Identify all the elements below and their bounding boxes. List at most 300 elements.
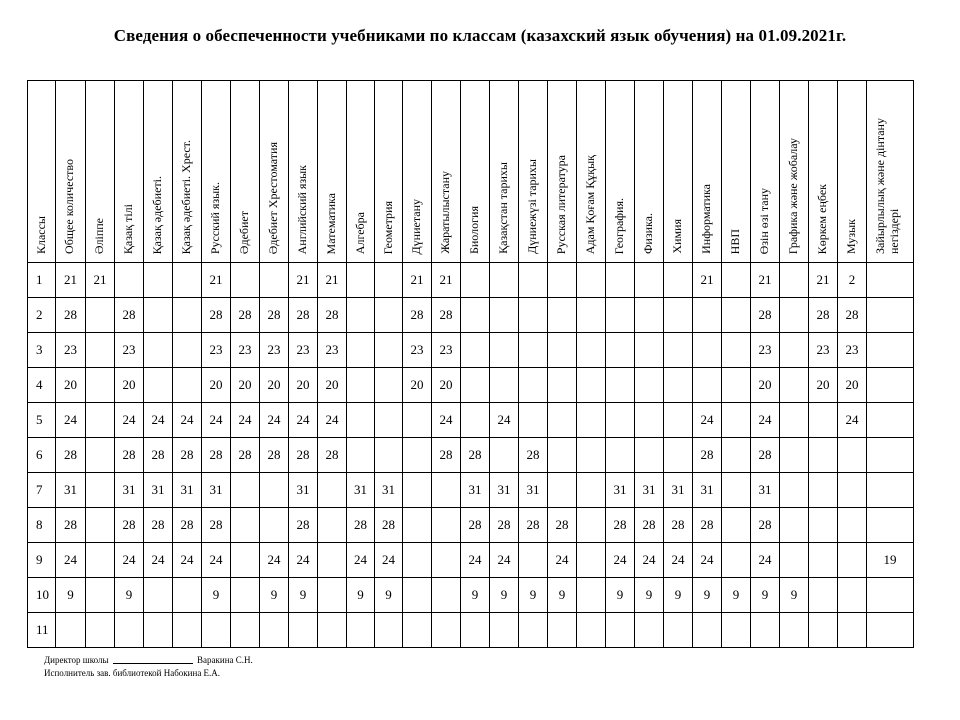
- table-cell: [664, 438, 693, 473]
- table-cell: [347, 333, 375, 368]
- table-cell: [693, 368, 722, 403]
- table-cell: [375, 438, 403, 473]
- table-cell: 24: [461, 543, 490, 578]
- column-header: [375, 81, 403, 263]
- table-cell: [548, 613, 577, 648]
- table-cell: [635, 298, 664, 333]
- table-cell: [173, 578, 202, 613]
- table-cell: [403, 438, 432, 473]
- class-number-cell: 8: [28, 508, 56, 543]
- table-cell: [809, 473, 838, 508]
- table-cell: [318, 543, 347, 578]
- column-header: [780, 81, 809, 263]
- table-cell: 23: [432, 333, 461, 368]
- table-cell: 9: [606, 578, 635, 613]
- table-cell: 28: [751, 508, 780, 543]
- director-line: [44, 654, 253, 667]
- table-cell: [403, 613, 432, 648]
- column-header-label: Классы: [34, 215, 48, 254]
- table-cell: 20: [115, 368, 144, 403]
- table-cell: 24: [838, 403, 867, 438]
- table-cell: [144, 263, 173, 298]
- table-cell: [548, 298, 577, 333]
- table-cell: 28: [115, 298, 144, 333]
- table-cell: [722, 333, 751, 368]
- table-cell: 9: [202, 578, 231, 613]
- table-cell: 28: [318, 438, 347, 473]
- table-cell: [577, 438, 606, 473]
- table-cell: [86, 298, 115, 333]
- table-cell: [780, 368, 809, 403]
- table-cell: [86, 438, 115, 473]
- column-header: [173, 81, 202, 263]
- table-cell: 23: [838, 333, 867, 368]
- table-row: [28, 368, 914, 403]
- table-cell: 20: [809, 368, 838, 403]
- table-cell: 28: [548, 508, 577, 543]
- table-cell: [867, 508, 914, 543]
- table-cell: 28: [461, 438, 490, 473]
- column-header: [867, 81, 914, 263]
- table-cell: 31: [490, 473, 519, 508]
- table-cell: 28: [751, 438, 780, 473]
- table-cell: [809, 403, 838, 438]
- table-cell: [838, 543, 867, 578]
- table-cell: [173, 263, 202, 298]
- table-cell: [260, 473, 289, 508]
- table-cell: [432, 543, 461, 578]
- column-header-label: Русская литература: [554, 154, 568, 254]
- table-cell: [548, 403, 577, 438]
- column-header: [809, 81, 838, 263]
- table-cell: [606, 438, 635, 473]
- table-cell: [432, 578, 461, 613]
- table-cell: 24: [347, 543, 375, 578]
- table-cell: [318, 508, 347, 543]
- table-cell: [519, 333, 548, 368]
- table-cell: [780, 298, 809, 333]
- table-cell: [115, 263, 144, 298]
- column-header: [577, 81, 606, 263]
- table-cell: [461, 263, 490, 298]
- director-label: Директор школы: [44, 655, 109, 665]
- signature-block: [44, 654, 253, 680]
- table-cell: [722, 438, 751, 473]
- table-cell: 24: [144, 403, 173, 438]
- table-cell: 19: [867, 543, 914, 578]
- table-cell: 28: [260, 298, 289, 333]
- column-header-label: Қазақ тілі: [121, 203, 135, 254]
- table-cell: [231, 508, 260, 543]
- column-header: [56, 81, 86, 263]
- table-row: [28, 263, 914, 298]
- column-header-label: Қазақ әдебиеті. Хрест.: [179, 139, 193, 254]
- table-cell: 24: [115, 403, 144, 438]
- table-cell: [577, 368, 606, 403]
- table-cell: [144, 368, 173, 403]
- table-cell: [260, 508, 289, 543]
- column-header: [432, 81, 461, 263]
- table-cell: [635, 333, 664, 368]
- table-cell: 31: [289, 473, 318, 508]
- table-cell: [86, 368, 115, 403]
- column-header-label: Алгебра: [353, 211, 367, 254]
- table-cell: [606, 263, 635, 298]
- table-cell: [403, 508, 432, 543]
- column-header: [86, 81, 115, 263]
- class-number-cell: 4: [28, 368, 56, 403]
- table-cell: [693, 298, 722, 333]
- table-cell: [577, 543, 606, 578]
- column-header: [751, 81, 780, 263]
- table-cell: 28: [173, 438, 202, 473]
- table-cell: [780, 473, 809, 508]
- table-cell: [231, 613, 260, 648]
- column-header-label: Жаратылыстану: [438, 171, 452, 254]
- table-cell: [403, 578, 432, 613]
- table-cell: [751, 613, 780, 648]
- table-cell: 21: [318, 263, 347, 298]
- table-cell: 24: [173, 403, 202, 438]
- table-cell: [519, 298, 548, 333]
- table-cell: 23: [318, 333, 347, 368]
- table-cell: [809, 578, 838, 613]
- column-header-label: Дүниежүзі тарихы: [525, 159, 539, 254]
- table-cell: [867, 578, 914, 613]
- table-cell: 24: [432, 403, 461, 438]
- table-cell: [548, 333, 577, 368]
- table-cell: [722, 368, 751, 403]
- table-cell: 23: [289, 333, 318, 368]
- table-cell: [867, 438, 914, 473]
- table-cell: [722, 263, 751, 298]
- table-row: [28, 298, 914, 333]
- table-cell: [86, 508, 115, 543]
- table-cell: [635, 438, 664, 473]
- column-header-label: Английский язык: [295, 164, 309, 254]
- table-cell: [693, 613, 722, 648]
- column-header-label: Геометрия: [381, 200, 395, 254]
- table-cell: 31: [375, 473, 403, 508]
- table-cell: [838, 613, 867, 648]
- table-cell: [780, 263, 809, 298]
- column-header: [28, 81, 56, 263]
- table-cell: 28: [173, 508, 202, 543]
- table-cell: 9: [780, 578, 809, 613]
- table-row: [28, 508, 914, 543]
- table-cell: 28: [144, 438, 173, 473]
- table-cell: 31: [115, 473, 144, 508]
- table-cell: [606, 403, 635, 438]
- table-cell: 24: [751, 543, 780, 578]
- table-cell: [809, 613, 838, 648]
- column-header: [260, 81, 289, 263]
- table-row: [28, 333, 914, 368]
- table-cell: 24: [751, 403, 780, 438]
- table-cell: [606, 613, 635, 648]
- table-cell: 23: [115, 333, 144, 368]
- column-header: [318, 81, 347, 263]
- table-cell: [318, 578, 347, 613]
- table-cell: 31: [519, 473, 548, 508]
- table-cell: [375, 368, 403, 403]
- table-cell: [403, 543, 432, 578]
- column-header-label: География.: [612, 197, 626, 254]
- table-cell: 28: [202, 298, 231, 333]
- table-cell: 21: [432, 263, 461, 298]
- table-cell: 24: [231, 403, 260, 438]
- table-cell: 28: [809, 298, 838, 333]
- table-cell: [403, 473, 432, 508]
- table-cell: [519, 543, 548, 578]
- table-cell: [144, 333, 173, 368]
- table-cell: 31: [56, 473, 86, 508]
- table-cell: 23: [403, 333, 432, 368]
- table-cell: 31: [606, 473, 635, 508]
- column-header: [693, 81, 722, 263]
- table-cell: 9: [490, 578, 519, 613]
- table-cell: [86, 613, 115, 648]
- column-header: [635, 81, 664, 263]
- table-cell: [86, 473, 115, 508]
- table-cell: [347, 368, 375, 403]
- column-header-label: Қазақстан тарихы: [496, 162, 510, 254]
- table-cell: 20: [838, 368, 867, 403]
- column-header: [144, 81, 173, 263]
- table-cell: 9: [548, 578, 577, 613]
- table-cell: [577, 403, 606, 438]
- table-cell: 28: [403, 298, 432, 333]
- column-header-label: Физика.: [641, 212, 655, 254]
- signature-line: [113, 663, 193, 664]
- table-cell: 31: [347, 473, 375, 508]
- table-cell: [347, 263, 375, 298]
- table-cell: [86, 333, 115, 368]
- table-cell: 28: [693, 508, 722, 543]
- table-cell: [86, 403, 115, 438]
- table-cell: [490, 263, 519, 298]
- table-cell: 28: [375, 508, 403, 543]
- table-cell: 24: [260, 543, 289, 578]
- table-cell: 28: [115, 438, 144, 473]
- column-header-label: Химия: [670, 219, 684, 254]
- table-cell: [347, 613, 375, 648]
- class-number-cell: 7: [28, 473, 56, 508]
- table-cell: 21: [289, 263, 318, 298]
- column-header: [403, 81, 432, 263]
- table-cell: [548, 438, 577, 473]
- column-header: [202, 81, 231, 263]
- table-cell: 20: [231, 368, 260, 403]
- table-cell: 24: [289, 403, 318, 438]
- table-cell: [289, 613, 318, 648]
- column-header-label: Математика: [324, 192, 338, 254]
- table-cell: 24: [318, 403, 347, 438]
- table-cell: 31: [173, 473, 202, 508]
- table-cell: 28: [318, 298, 347, 333]
- class-number-cell: 5: [28, 403, 56, 438]
- column-header: [461, 81, 490, 263]
- table-row: [28, 473, 914, 508]
- table-cell: [722, 473, 751, 508]
- table-cell: 24: [56, 403, 86, 438]
- column-header: [115, 81, 144, 263]
- column-header-label: Общее количество: [62, 159, 76, 254]
- table-cell: 9: [115, 578, 144, 613]
- table-cell: 24: [490, 543, 519, 578]
- table-cell: 28: [838, 298, 867, 333]
- table-cell: [867, 263, 914, 298]
- table-cell: 20: [751, 368, 780, 403]
- table-cell: 28: [202, 438, 231, 473]
- table-cell: 31: [693, 473, 722, 508]
- table-cell: [461, 298, 490, 333]
- table-cell: [173, 298, 202, 333]
- table-cell: 31: [635, 473, 664, 508]
- table-cell: [838, 438, 867, 473]
- table-cell: 23: [260, 333, 289, 368]
- table-cell: 31: [751, 473, 780, 508]
- table-cell: 28: [519, 508, 548, 543]
- table-cell: 20: [318, 368, 347, 403]
- table-cell: [347, 438, 375, 473]
- table-cell: 23: [809, 333, 838, 368]
- table-cell: 28: [56, 298, 86, 333]
- column-header-label: Әліппе: [92, 217, 106, 254]
- table-cell: [780, 438, 809, 473]
- table-cell: 2: [838, 263, 867, 298]
- table-cell: 23: [751, 333, 780, 368]
- table-cell: 24: [375, 543, 403, 578]
- director-name: Варакина С.Н.: [197, 655, 253, 665]
- table-row: [28, 438, 914, 473]
- table-cell: 31: [664, 473, 693, 508]
- column-header-label: Биология: [467, 205, 481, 254]
- table-row: [28, 403, 914, 438]
- table-cell: [260, 613, 289, 648]
- table-cell: [867, 298, 914, 333]
- class-number-cell: 3: [28, 333, 56, 368]
- table-cell: [519, 263, 548, 298]
- column-header-label: Русский язык.: [208, 181, 222, 254]
- table-cell: 28: [664, 508, 693, 543]
- table-cell: [548, 368, 577, 403]
- textbook-supply-table: [27, 80, 914, 648]
- table-cell: [490, 613, 519, 648]
- column-header-label: Көркем еңбек: [815, 183, 829, 254]
- table-cell: [722, 613, 751, 648]
- table-cell: 24: [144, 543, 173, 578]
- table-cell: [606, 368, 635, 403]
- table-cell: [375, 263, 403, 298]
- table-cell: 20: [56, 368, 86, 403]
- table-cell: 24: [260, 403, 289, 438]
- table-cell: [432, 613, 461, 648]
- table-cell: [144, 298, 173, 333]
- class-number-cell: 11: [28, 613, 56, 648]
- class-number-cell: 1: [28, 263, 56, 298]
- table-cell: 28: [202, 508, 231, 543]
- table-cell: [780, 508, 809, 543]
- column-header-label: Зайырлылық және дінтану негіздері: [873, 118, 901, 254]
- table-cell: [347, 298, 375, 333]
- table-cell: 20: [202, 368, 231, 403]
- table-cell: [173, 333, 202, 368]
- table-cell: [635, 263, 664, 298]
- column-header-label: Информатика: [699, 184, 713, 254]
- table-cell: 28: [693, 438, 722, 473]
- table-cell: 28: [144, 508, 173, 543]
- table-cell: 23: [231, 333, 260, 368]
- table-cell: 24: [664, 543, 693, 578]
- table-cell: 9: [664, 578, 693, 613]
- table-cell: [809, 508, 838, 543]
- column-header-label: НВП: [728, 228, 742, 254]
- table-cell: 28: [751, 298, 780, 333]
- table-cell: 24: [490, 403, 519, 438]
- table-cell: [867, 613, 914, 648]
- table-cell: 24: [115, 543, 144, 578]
- table-cell: 28: [231, 438, 260, 473]
- table-cell: [519, 613, 548, 648]
- table-cell: [867, 333, 914, 368]
- table-cell: 21: [693, 263, 722, 298]
- column-header: [347, 81, 375, 263]
- column-header: [548, 81, 577, 263]
- table-cell: 21: [202, 263, 231, 298]
- table-cell: [318, 613, 347, 648]
- table-cell: [318, 473, 347, 508]
- column-header-label: Адам Қоғам Құқық: [583, 154, 597, 254]
- table-cell: 31: [202, 473, 231, 508]
- table-cell: [461, 403, 490, 438]
- executor-line: Исполнитель зав. библиотекой Набокина Е.А.: [44, 668, 221, 678]
- table-cell: [838, 473, 867, 508]
- table-cell: [403, 403, 432, 438]
- table-cell: 28: [289, 438, 318, 473]
- table-cell: [86, 543, 115, 578]
- table-cell: [635, 403, 664, 438]
- table-cell: [809, 438, 838, 473]
- class-number-cell: 9: [28, 543, 56, 578]
- table-cell: 28: [56, 438, 86, 473]
- table-cell: [86, 578, 115, 613]
- table-cell: 24: [693, 543, 722, 578]
- table-cell: 24: [606, 543, 635, 578]
- table-cell: [664, 263, 693, 298]
- table-cell: 9: [635, 578, 664, 613]
- table-cell: 28: [432, 438, 461, 473]
- table-cell: [664, 368, 693, 403]
- table-cell: [577, 578, 606, 613]
- column-header-label: Қазақ әдебиеті.: [150, 175, 164, 254]
- table-cell: 20: [432, 368, 461, 403]
- table-cell: 9: [347, 578, 375, 613]
- table-cell: [606, 298, 635, 333]
- table-cell: 28: [231, 298, 260, 333]
- column-header: [289, 81, 318, 263]
- page-title: Сведения о обеспеченности учебниками по классам (казахский язык обучения) на 01.09.2021г.: [113, 26, 847, 45]
- table-cell: [375, 403, 403, 438]
- table-cell: 9: [693, 578, 722, 613]
- table-cell: [722, 298, 751, 333]
- table-cell: [867, 403, 914, 438]
- table-cell: [577, 613, 606, 648]
- table-cell: 28: [432, 298, 461, 333]
- table-cell: 28: [289, 508, 318, 543]
- table-cell: [231, 263, 260, 298]
- table-cell: 28: [461, 508, 490, 543]
